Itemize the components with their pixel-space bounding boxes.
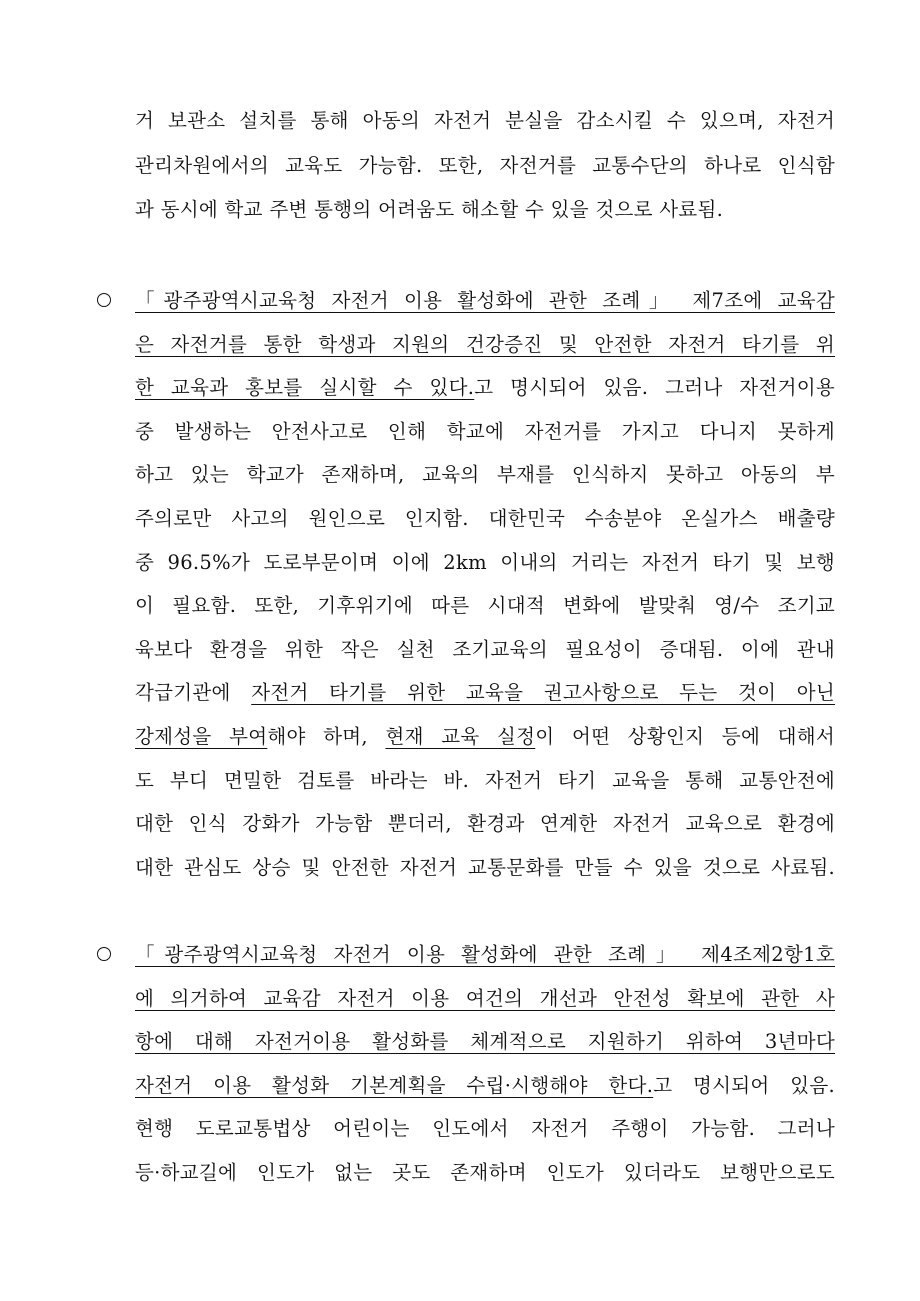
- underlined-text: 에 의거하여 교육감 자전거 이용 여건의 개선과 안전성 확보에 관한 사: [135, 986, 835, 1010]
- text-line: [135, 504, 835, 534]
- text-line: [135, 151, 835, 181]
- text-line: [135, 678, 835, 708]
- underlined-text: 현재 교육 실정: [385, 725, 536, 748]
- text-line: [135, 373, 835, 403]
- text-line: [135, 1158, 835, 1188]
- text-line: [135, 809, 835, 839]
- text-segment: 이 필요함. 또한, 기후위기에 따른 시대적 변화에 발맞춰 영/수 조기교: [135, 594, 835, 618]
- text-segment: 거 보관소 설치를 통해 아동의 자전거 분실을 감소시킬 수 있으며, 자전거: [135, 109, 835, 132]
- text-line: [135, 417, 835, 447]
- text-line: [135, 460, 835, 490]
- text-segment: 과 동시에 학교 주변 통행의 어려움도 해소할 수 있을 것으로 사료됨.: [135, 198, 724, 221]
- text-line: [135, 106, 835, 136]
- text-segment: 해야 하며,: [267, 725, 386, 748]
- text-line: [135, 195, 835, 225]
- text-segment: 대한 인식 강화가 가능함 뿐더러, 환경과 연계한 자전거 교육으로 환경에: [135, 812, 835, 836]
- bullet-circle-icon: [97, 293, 111, 307]
- text-segment: 고 명시되어 있음.: [653, 1073, 835, 1097]
- text-segment: 현행 도로교통법상 어린이는 인도에서 자전거 주행이 가능함. 그러나: [135, 1117, 835, 1141]
- text-segment: 도 부디 면밀한 검토를 바라는 바. 자전거 타기 교육을 통해 교통안전에: [135, 768, 835, 792]
- underlined-text: 「광주광역시교육청 자전거 이용 활성화에 관한 조례」 제7조에 교육감: [135, 289, 835, 312]
- text-line: [135, 853, 835, 883]
- text-segment: 중 96.5%가 도로부문이며 이에 2km 이내의 거리는 자전거 타기 및 보행: [135, 550, 835, 574]
- underlined-text: 한 교육과 홍보를 실시할 수 있다.: [135, 376, 475, 400]
- text-line: [135, 1071, 835, 1101]
- text-segment: 하고 있는 학교가 존재하며, 교육의 부재를 인식하지 못하고 아동의 부: [135, 463, 835, 487]
- text-line: [135, 1027, 835, 1057]
- underlined-text: 「광주광역시교육청 자전거 이용 활성화에 관한 조례」 제4조제2항1호: [135, 943, 835, 966]
- text-segment: 등·하교길에 인도가 없는 곳도 존재하며 인도가 있더라도 보행만으로도: [135, 1161, 835, 1184]
- text-segment: 주의로만 사고의 원인으로 인지함. 대한민국 수송분야 온실가스 배출량: [135, 507, 835, 530]
- text-line: [135, 984, 835, 1014]
- text-segment: 고 명시되어 있음. 그러나 자전거이용: [474, 376, 835, 400]
- text-line: [135, 1114, 835, 1144]
- text-line: [135, 940, 835, 970]
- text-line: [135, 766, 835, 796]
- underlined-text: 강제성을 부여: [135, 725, 268, 748]
- text-line: [135, 635, 835, 665]
- underlined-text: 자전거 이용 활성화 기본계획을 수립·시행해야 한다.: [135, 1073, 654, 1097]
- bullet-circle-icon: [97, 947, 111, 961]
- underlined-text: 항에 대해 자전거이용 활성화를 체계적으로 지원하기 위하여 3년마다: [135, 1030, 835, 1054]
- text-segment: 육보다 환경을 위한 작은 실천 조기교육의 필요성이 증대됨. 이에 관내: [135, 637, 835, 661]
- text-line: [135, 330, 835, 360]
- underlined-text: 자전거 타기를 위한 교육을 권고사항으로 두는 것이 아닌: [251, 681, 836, 705]
- underlined-text: 은 자전거를 통한 학생과 지원의 건강증진 및 안전한 자전거 타기를 위: [135, 332, 835, 356]
- text-segment: 관리차원에서의 교육도 가능함. 또한, 자전거를 교통수단의 하나로 인식함: [135, 153, 835, 177]
- text-segment: 중 발생하는 안전사고로 인해 학교에 자전거를 가지고 다니지 못하게: [135, 419, 835, 443]
- text-line: [135, 722, 835, 752]
- text-line: [135, 591, 835, 621]
- text-line: [135, 286, 835, 316]
- text-segment: 이 어떤 상황인지 등에 대해서: [535, 725, 836, 748]
- text-line: [135, 548, 835, 578]
- text-segment: 대한 관심도 상승 및 안전한 자전거 교통문화를 만들 수 있을 것으로 사료됨.: [135, 855, 835, 879]
- text-segment: 각급기관에: [135, 681, 252, 705]
